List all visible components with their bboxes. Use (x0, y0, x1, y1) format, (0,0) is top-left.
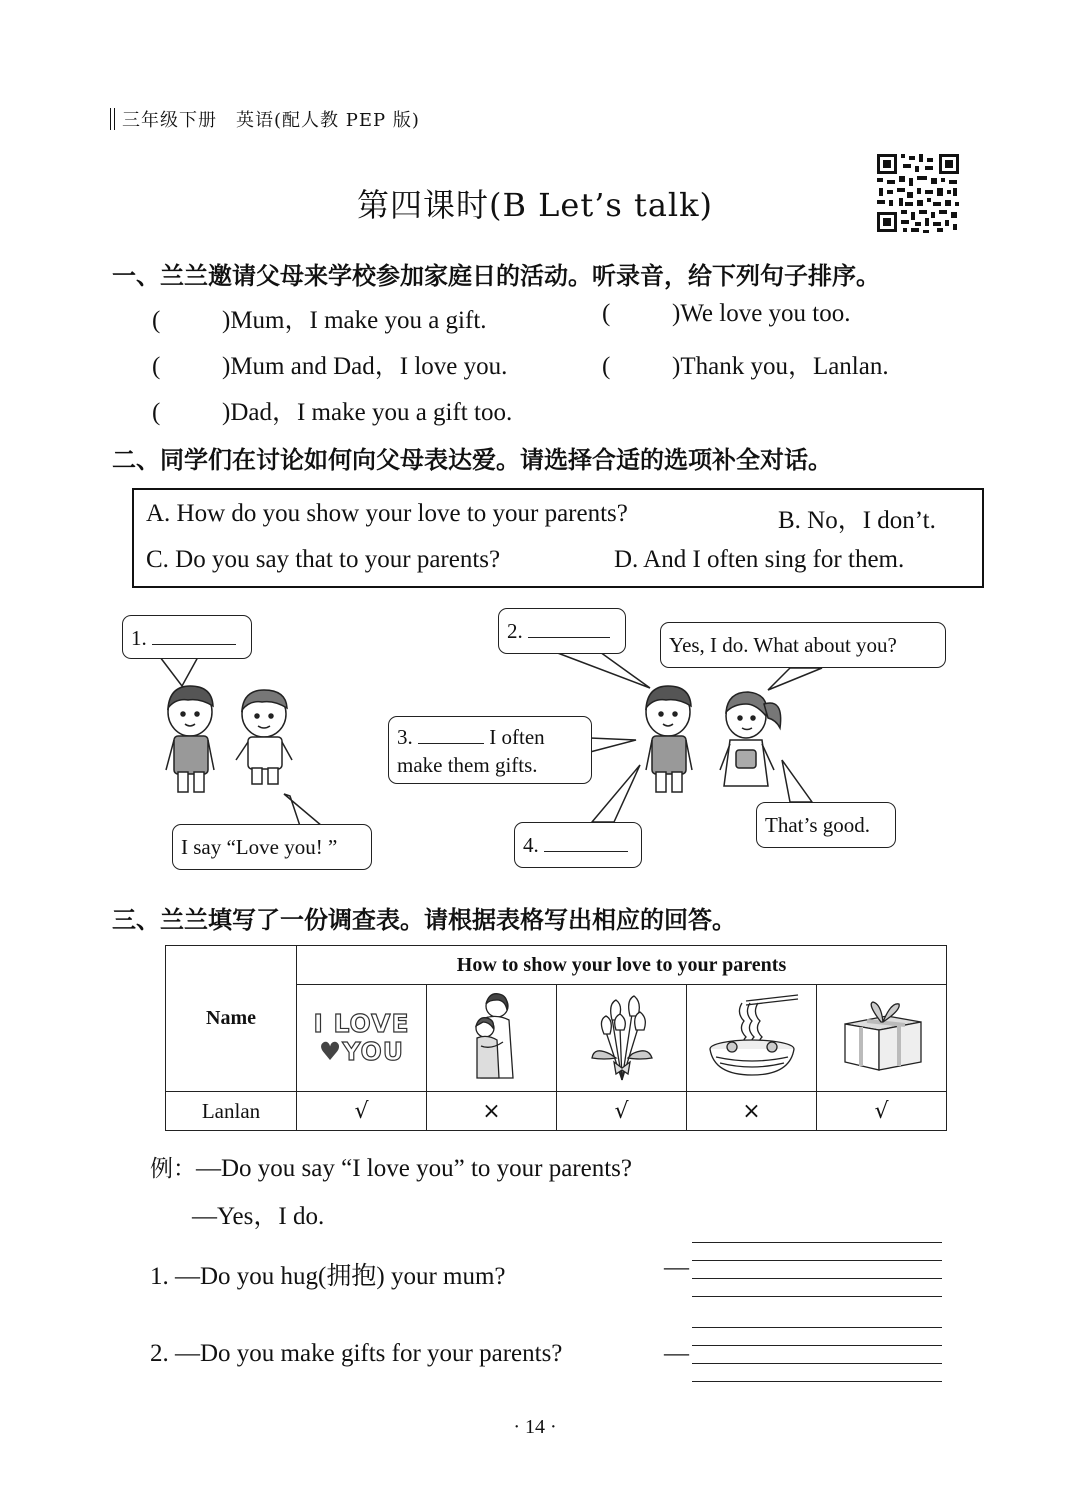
s1-item-2 (602, 300, 851, 328)
bubble-yes: Yes, I do. What about you? (660, 622, 946, 668)
answer-blank-1[interactable] (152, 626, 236, 645)
boy-center-icon (646, 686, 692, 792)
writing-line (692, 1327, 942, 1328)
qr-code-icon[interactable] (875, 152, 961, 234)
bubble-3 (388, 716, 592, 784)
mark-flowers: √ (557, 1092, 687, 1131)
bubble-4 (514, 822, 642, 868)
page-number: · 14 · (513, 1416, 557, 1438)
noodle-bowl-icon (702, 991, 802, 1081)
writing-line (692, 1260, 942, 1261)
bubble-good: That’s good. (756, 802, 896, 848)
bubble-2 (498, 608, 626, 654)
lanlan-name: Lanlan (201, 1098, 261, 1123)
s1-item-text: )Mum，I make you a gift. (222, 307, 487, 334)
mark-say-love: √ (297, 1092, 427, 1131)
girl-icon (720, 692, 781, 786)
book-header: 三年级下册 英语(配人教 PEP 版) (122, 110, 420, 131)
answer-line-1[interactable] (692, 1278, 942, 1279)
answer-dash-1: — (664, 1254, 689, 1281)
option-d: D. And I often sing for them. (614, 546, 905, 573)
bubble-1-label: 1. (131, 626, 147, 650)
heart-icon: ♥ (318, 1037, 343, 1066)
bubble-1 (122, 615, 252, 659)
example-label: 例： (150, 1156, 196, 1182)
question-2: 2. —Do you make gifts for your parents? (150, 1340, 563, 1367)
love-text-1: I LOVE (313, 1009, 410, 1038)
s1-item-text: )Mum and Dad，I love you. (222, 353, 508, 380)
mark-noodles: × (687, 1092, 817, 1131)
answer-paren[interactable]: ( (152, 399, 161, 426)
love-text-2: YOU (342, 1037, 405, 1066)
gift-box-icon (837, 996, 927, 1076)
option-b: B. No，I don’t. (778, 507, 936, 534)
how-header: How to show your love to your parents (297, 946, 947, 985)
s1-item-3 (152, 346, 507, 382)
noodles-picture (687, 985, 817, 1092)
bubble2-tail (555, 652, 650, 688)
bubble-3-text: I often (489, 725, 545, 749)
writing-line (692, 1381, 942, 1382)
header-bar (110, 108, 115, 130)
bubble-3-line2: make them gifts. (397, 753, 538, 777)
bubble-3-label: 3. (397, 725, 413, 749)
row-name-lanlan (166, 1092, 297, 1131)
s1-item-text: )We love you too. (672, 300, 851, 327)
mark-hug: × (427, 1092, 557, 1131)
option-a: A. How do you show your love to your parents? (146, 500, 628, 527)
section3-title: 三、兰兰填写了一份调查表。请根据表格写出相应的回答。 (112, 906, 736, 934)
section2-title: 二、同学们在讨论如何向父母表达爱。请选择合适的选项补全对话。 (112, 446, 832, 474)
s1-item-text: )Thank you，Lanlan. (672, 353, 889, 380)
answer-blank-4[interactable] (544, 833, 628, 852)
hug-picture (427, 985, 557, 1092)
question-1: 1. —Do you hug(拥抱) your mum? (150, 1263, 506, 1290)
good-bubble-tail (782, 760, 812, 802)
mark-gift: √ (817, 1092, 947, 1131)
writing-line (692, 1345, 942, 1346)
s1-item-4 (602, 346, 889, 382)
options-box (132, 488, 984, 588)
bubble3-tail (590, 738, 636, 752)
bubble-2-label: 2. (507, 619, 523, 643)
answer-paren[interactable]: ( (152, 307, 161, 334)
example-question (150, 1150, 632, 1183)
flower-icon (582, 988, 662, 1084)
flowers-picture (557, 985, 687, 1092)
boy-left-icon (166, 686, 214, 792)
answer-blank-3[interactable] (418, 725, 484, 744)
page-title: 第四课时(B Let’s talk) (356, 186, 714, 224)
section1-title: 一、兰兰邀请父母来学校参加家庭日的活动。听录音，给下列句子排序。 (112, 262, 880, 290)
survey-table (165, 945, 947, 1131)
bubble1-tail (160, 657, 198, 686)
answer-line-2[interactable] (692, 1363, 942, 1364)
s1-item-1 (152, 300, 487, 336)
say-bubble-tail (284, 794, 322, 826)
option-c: C. Do you say that to your parents? (146, 546, 501, 573)
writing-line (692, 1242, 942, 1243)
name-header: Name (166, 946, 297, 1092)
s1-item-text: )Dad，I make you a gift too. (222, 399, 513, 426)
yes-bubble-tail (768, 668, 822, 690)
answer-dash-2: — (664, 1340, 689, 1367)
boy-right-icon (236, 690, 292, 784)
answer-blank-2[interactable] (528, 619, 610, 638)
hug-icon (447, 988, 537, 1084)
example-q-text: —Do you say “I love you” to your parents? (196, 1155, 632, 1182)
bubble-say: I say “Love you! ” (172, 824, 372, 870)
writing-line (692, 1296, 942, 1297)
answer-paren[interactable]: ( (602, 353, 611, 380)
s1-item-5 (152, 392, 512, 428)
bubble-4-label: 4. (523, 833, 539, 857)
example-answer: —Yes，I do. (192, 1203, 325, 1230)
gift-picture (817, 985, 947, 1092)
answer-paren[interactable]: ( (152, 353, 161, 380)
bubble4-tail (592, 765, 640, 822)
answer-paren[interactable]: ( (602, 300, 611, 327)
i-love-you-picture (297, 985, 427, 1092)
